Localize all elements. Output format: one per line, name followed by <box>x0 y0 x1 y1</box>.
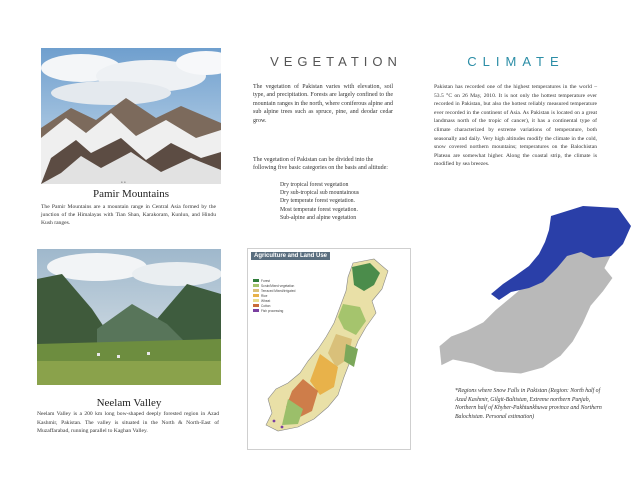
pamir-mountains-photo <box>41 48 221 184</box>
pamir-dots: • • <box>121 181 126 186</box>
climate-text: Pakistan has recorded one of the highest temperatures in the world – 53.5 °C on 26 May, 2010. It is not only the hottest temperature ever recorded in Pakistan, but also the hottest reliably measured temperature ever recorded in the continent of Asia. As Pakistan is located on a great landmass north of the tropic of cancer), it has a continental type of climate characterized by extreme variations of temperature, both seasonally and daily. Very high altitudes modify the climate in the cold, snow covered northern mountains; temperatures on the Balochistan Plateau are somewhat higher. Along the coastal strip, the climate is modified by sea breezes. <box>434 84 597 168</box>
legend-item: Cotton <box>253 304 309 309</box>
vegetation-category: Dry temperate forest vegetation. <box>280 198 356 205</box>
agriculture-land-use-map <box>247 248 411 450</box>
neelam-title: Neelam Valley <box>96 397 162 409</box>
legend-item: Wheat <box>253 299 309 304</box>
legend-item: Terraced Mixed/Irrigated <box>253 289 309 294</box>
neelam-valley-photo <box>37 249 221 385</box>
pamir-description: The Pamir Mountains are a mountain range in Central Asia formed by the junction of the Himalayas with Tian Shan, Karakoram, Kunlun, and Hindu Kush ranges. <box>41 204 216 226</box>
land-use-country-shape <box>248 249 410 449</box>
land-use-map-title: Agriculture and Land Use <box>251 252 330 260</box>
vegetation-category: Dry sub-tropical sub mountainous <box>280 190 360 197</box>
legend-item: Forest <box>253 279 309 284</box>
legend-item: Rice <box>253 294 309 299</box>
vegetation-category: Dry tropical forest vegetation <box>280 182 349 188</box>
vegetation-category: Most temperate forest vegetation. <box>280 206 358 213</box>
legend-item: Fish processing <box>253 309 309 314</box>
pamir-title: Pamir Mountains <box>92 188 170 200</box>
vegetation-para2: The vegetation of Pakistan can be divided into the following five basic categories on the basis and altitude: <box>253 157 388 172</box>
neelam-description: Neelam Valley is a 200 km long bow-shaped deeply forested region in Azad Kashmir, Pakistan. The valley is situated in the North & North-East of Muzaffarabad, running parallel to Kaghan Valley. <box>37 411 219 435</box>
legend-item: Scrub/Mixed vegetation <box>253 284 309 289</box>
vegetation-category: Sub-alpine and alpine vegetation <box>280 214 357 221</box>
vegetation-heading: VEGETATION <box>270 54 402 69</box>
snowfall-map-note: *Regions where Snow Falls in Pakistan (Region: North half of Azad Kashmir, Gilgit-Baltistan, Extreme northern Punjab, Northern half of Khyber-Pakhtunkhuwa province and Northern Balochistan. Personal estimation) <box>455 388 602 420</box>
vegetation-category-list <box>280 181 400 229</box>
vegetation-para1: The vegetation of Pakistan varies with elevation, soil type, and precipitation. Forests are largely confined to the mountain ranges in the north, where coniferous alpine and sub alpine trees such as spruce, pine, and deodar cedar grow. <box>253 84 393 124</box>
snowfall-regions-map <box>433 196 633 376</box>
climate-heading: CLIMATE <box>467 54 565 69</box>
